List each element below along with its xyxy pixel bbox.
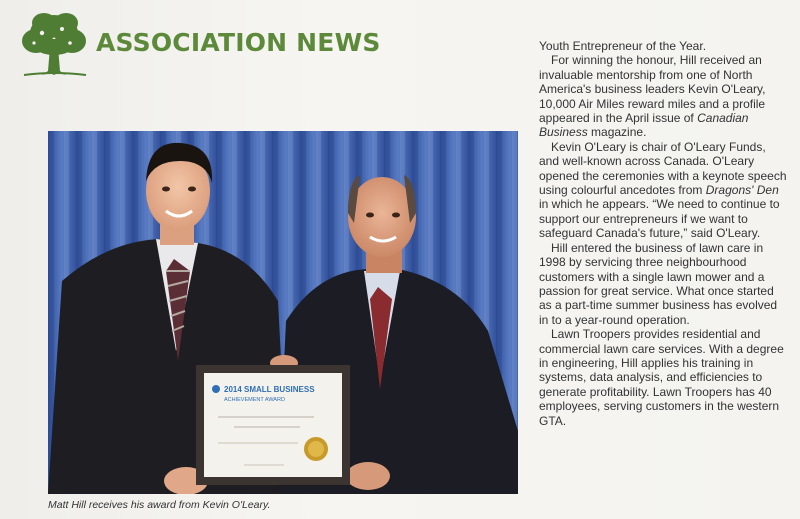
article-title-italic: Canadian Business	[539, 111, 749, 140]
article-text: For winning the honour, Hill received an invaluable mentorship from one of North America's business leaders Kevin O'Leary, 10,000 Air Miles reward miles and a profile appeared in the April issue of	[539, 53, 766, 126]
article-text: Kevin O'Leary is chair of O'Leary Funds, and well-known across Canada. O'Leary opened the ceremonies with a keynote speech using colourful ancedotes from	[539, 139, 787, 198]
article-paragraph	[539, 39, 787, 53]
award-photo	[48, 131, 518, 494]
article-text: Hill entered the business of lawn care in 1998 by servicing three neighbourhood customers with a single lawn mower and a passion for great service. What once started as a part-time summer business has evolved in to a year-round operation.	[539, 240, 778, 327]
certificate-line2: ACHIEVEMENT AWARD	[224, 397, 285, 403]
article-text: Lawn Troopers provides residential and commercial lawn care services. With a degree in engineering, Hill applies his training in systems, data analysis, and efficiencies to generate profitability. Lawn Troopers has 40 employees, serving customers in the western GTA.	[539, 327, 784, 428]
article-paragraph	[539, 327, 787, 428]
article-text: in which he appears. “We need to continue to support our entrepreneurs if we want to safeguard Canada's future,” said O'Leary.	[539, 197, 780, 241]
masthead	[14, 8, 434, 84]
article-paragraph	[539, 53, 787, 139]
article-text: magazine.	[587, 125, 647, 140]
section-title: ASSOCIATION NEWS	[96, 27, 381, 57]
article-paragraph	[539, 241, 787, 327]
photo-caption: Matt Hill receives his award from Kevin O'Leary.	[48, 499, 271, 511]
article-body	[539, 39, 787, 428]
article-paragraph	[539, 140, 787, 241]
photo-award-presentation	[48, 131, 518, 494]
article-title-italic: Dragons' Den	[705, 183, 779, 198]
certificate-line1: 2014 SMALL BUSINESS	[224, 385, 315, 394]
tree-icon	[14, 9, 94, 83]
article-text: Youth Entrepreneur of the Year.	[539, 39, 707, 53]
